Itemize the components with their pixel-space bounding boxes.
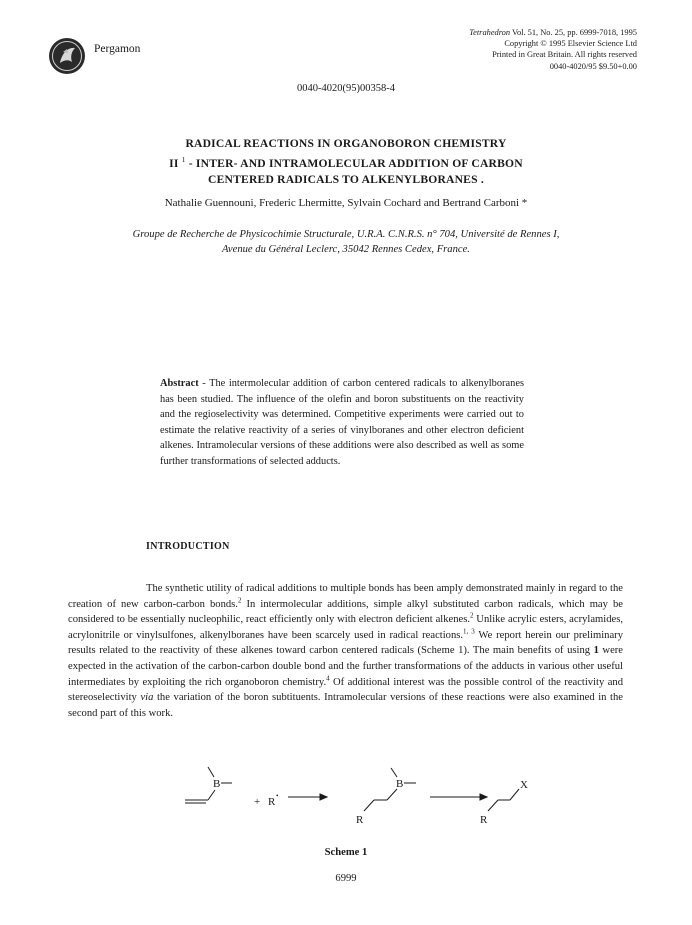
intro-italic-via: via bbox=[140, 692, 154, 704]
title-line-2-text: - INTER- AND INTRAMOLECULAR ADDITION OF CARBON bbox=[185, 156, 523, 170]
affiliation-line-2: Avenue du Général Leclerc, 35042 Rennes Cedex, France. bbox=[222, 244, 470, 255]
intro-text: Unlike acrylic esters, acrylamides, acrylonitrile or vinylsulfones, alkenylboranes have been scarcely used in radical reactions. bbox=[68, 614, 623, 641]
plus-sign: + bbox=[254, 796, 261, 808]
reaction-arrow-1 bbox=[288, 794, 327, 800]
journal-volume-pages: Vol. 51, No. 25, pp. 6999-7018, 1995 bbox=[510, 28, 637, 37]
title-line-2 bbox=[100, 152, 592, 172]
introduction-paragraph bbox=[68, 581, 623, 721]
introduction-body bbox=[68, 581, 623, 721]
intro-text: were expected in the activation of the carbon-carbon double bond and the further transformations of the adducts in various other useful intermediates by exploiting the rich organoboron chemistry. bbox=[68, 645, 624, 688]
citation-ref: 2 bbox=[237, 596, 242, 605]
radical-label: R bbox=[268, 796, 276, 808]
page-number: 6999 bbox=[335, 873, 357, 884]
article-doi: 0040-4020(95)00358-4 bbox=[297, 83, 395, 94]
journal-info bbox=[469, 27, 637, 72]
journal-name: Tetrahedron bbox=[469, 28, 511, 37]
paper-title bbox=[100, 136, 592, 188]
citation-ref: 2 bbox=[469, 611, 474, 620]
intro-text: We report herein our preliminary results related to the reactivity of these alkenes toward carbon centered radicals (Scheme 1). The main benefits of using bbox=[68, 629, 623, 657]
abstract-label: Abstract bbox=[160, 378, 199, 389]
abstract bbox=[160, 376, 524, 470]
printed-line: Printed in Great Britain. All rights reserved bbox=[492, 50, 637, 60]
publisher-name: Pergamon bbox=[94, 43, 141, 55]
title-part-number: II bbox=[169, 156, 179, 170]
issn-price: 0040-4020/95 $9.50+0.00 bbox=[549, 61, 637, 71]
boron-label: B bbox=[213, 778, 221, 790]
intro-text: Of additional interest was the possible control of the reactivity and stereoselectivity bbox=[68, 676, 623, 704]
affiliation-line-1: Groupe de Recherche de Physicochimie Structurale, U.R.A. C.N.R.S. n° 704, Université de Rennes I, bbox=[132, 229, 560, 240]
x-group-label: X bbox=[520, 779, 528, 791]
author-list: Nathalie Guennouni, Frederic Lhermitte, Sylvain Cochard and Bertrand Carboni * bbox=[164, 197, 528, 209]
vinylborane-structure bbox=[185, 767, 232, 803]
copyright-line: Copyright © 1995 Elsevier Science Ltd bbox=[504, 39, 637, 49]
citation-ref: 4 bbox=[326, 674, 330, 683]
citation-ref: 1, 3 bbox=[463, 627, 475, 636]
scheme-caption: Scheme 1 bbox=[324, 847, 368, 858]
intro-text: In intermolecular additions, simple alkyl substituted carbon radicals, which may be considered to be essentially nucleophilic, react efficiently only with electron deficient alkenes. bbox=[68, 598, 623, 626]
boron-label: B bbox=[396, 778, 404, 790]
alkylborane-adduct-structure bbox=[364, 768, 416, 811]
intro-text: the variation of the boron subtituents. Intramolecular versions of these reactions were also examined in the second part of this work. bbox=[68, 692, 624, 719]
abstract-text: - The intermolecular addition of carbon centered radicals to alkenylboranes has been studied. The influence of the olefin and boron substituents on the reactivity and the regioselectivity was determined. Competitive experiments were carried out to estimate the relative reactivity of a series of vinylboranes and other electron deficient alkenes. Intramolecular versions of these additions were also described as well as some further transformations of selected adducts. bbox=[160, 378, 524, 467]
title-line-3: CENTERED RADICALS TO ALKENYLBORANES . bbox=[208, 172, 484, 186]
pergamon-logo-icon bbox=[48, 37, 86, 75]
functionalized-product-structure bbox=[488, 789, 519, 811]
journal-citation bbox=[469, 27, 637, 38]
compound-number: 1 bbox=[593, 645, 599, 657]
intro-text: The synthetic utility of radical additions to multiple bonds has been amply demonstrated mainly in regard to the creation of new carbon-carbon bonds. bbox=[68, 583, 623, 610]
r-substituent-label: R bbox=[356, 814, 364, 826]
reaction-arrow-2 bbox=[430, 794, 487, 800]
r-substituent-label: R bbox=[480, 814, 488, 826]
affiliation bbox=[30, 227, 662, 257]
title-line-1: RADICAL REACTIONS IN ORGANOBORON CHEMISTRY bbox=[185, 137, 507, 150]
scheme-1-diagram bbox=[168, 763, 548, 831]
section-heading: INTRODUCTION bbox=[146, 541, 230, 552]
title-reference: 1 bbox=[181, 155, 186, 164]
radical-dot: • bbox=[276, 792, 279, 800]
